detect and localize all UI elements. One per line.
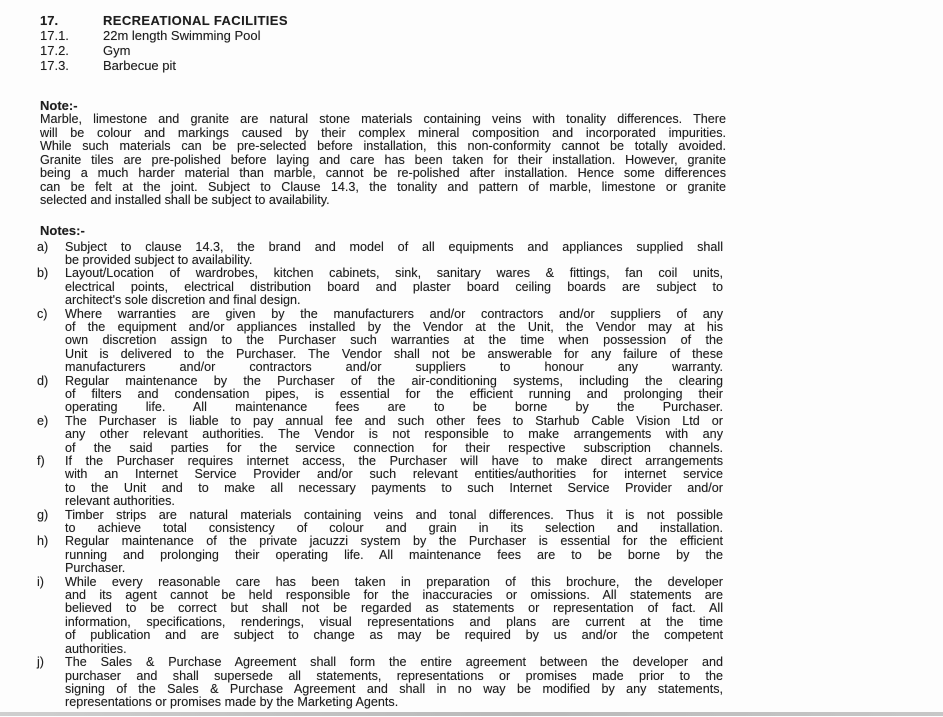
notes-heading: Notes:-	[40, 222, 85, 238]
note-item-marker: c)	[37, 306, 48, 321]
note-item-g	[37, 509, 943, 536]
note-item-text: The Purchaser is liable to pay annual fee and such other fees to Starhub Cable Vision Ltd or any other relevant authorities. The Vendor is not responsible to make arrangements with any of the said parties for the service connection for their respective subscription channels.	[65, 413, 723, 455]
note-item-text: Where warranties are given by the manufacturers and/or contractors and/or suppliers of any of the equipment and/or appliances installed by the Vendor at the Unit, the Vendor may at his own discretion assign to the Purchaser such warranties at the time when possession of the Unit is delivered to the Purchaser. The Vendor shall not be answerable for any failure of these manufacturers and/or contractors and/or suppliers to honour any warranty.	[65, 306, 723, 375]
note-item-text: Regular maintenance by the Purchaser of the air-conditioning systems, including the clearing of filters and condensation pipes, is essential for the efficient running and prolonging their operating life. All maintenance fees are to be borne by the Purchaser.	[65, 373, 723, 415]
note-item-f	[37, 455, 943, 509]
scan-edge-artifact	[0, 712, 943, 716]
note-item-text: The Sales & Purchase Agreement shall form the entire agreement between the developer and purchaser and shall supersede all statements, representations or promises made prior to the signing of the Sales & Purchase Agreement and shall in no way be modified by any statements, representations or promises made by the Marketing Agents.	[65, 655, 723, 710]
note-item-marker: j)	[37, 655, 44, 670]
note-item-text: While every reasonable care has been taken in preparation of this brochure, the developer and its agent cannot be held responsible for the inaccuracies or omissions. All statements are believed to be correct but shall not be regarded as statements or representation of fact. All information, specifications, renderings, visual representations and plans are current at the time of publication and are subject to change as may be required by us and/or the competent authorities.	[65, 574, 723, 656]
note-item-marker: h)	[37, 534, 49, 549]
note-item-marker: e)	[37, 413, 49, 428]
notes-block	[37, 222, 943, 710]
note-item-marker: f)	[37, 454, 45, 468]
note-item-marker: d)	[37, 373, 49, 388]
note-block	[40, 98, 943, 208]
note-item-text: Regular maintenance of the private jacuzzi system by the Purchaser is essential for the efficient running and prolonging their operating life. All maintenance fees are to be borne by the Purchaser.	[65, 534, 723, 576]
notes-list	[37, 241, 943, 710]
facility-row	[40, 58, 943, 73]
note-item-text: Layout/Location of wardrobes, kitchen cabinets, sink, sanitary wares & fittings, fan coil units, electrical points, electrical distribution board and plaster board ceiling boards are subject to architect's sole discretion and final design.	[65, 266, 723, 308]
clause-number: 17.3.	[40, 58, 69, 73]
facility-row	[40, 43, 943, 58]
facility-label: 22m length Swimming Pool	[103, 28, 261, 43]
note-item-h	[37, 535, 943, 575]
note-item-marker: a)	[37, 239, 49, 254]
note-item-c	[37, 308, 943, 375]
note-item-d	[37, 375, 943, 415]
note-item-marker: b)	[37, 266, 49, 281]
section-number: 17.	[40, 13, 59, 28]
clause-number: 17.1.	[40, 28, 69, 43]
facility-label: Barbecue pit	[103, 58, 176, 73]
facility-row	[40, 28, 943, 43]
section-recreational-facilities	[40, 13, 943, 73]
note-item-marker: i)	[37, 574, 44, 589]
section-title: RECREATIONAL FACILITIES	[103, 13, 288, 28]
note-item-text: Subject to clause 14.3, the brand and model of all equipments and appliances supplied shall be provided subject to availability.	[65, 239, 723, 267]
facility-label: Gym	[103, 43, 131, 58]
note-paragraph: Marble, limestone and granite are natural stone materials containing veins with tonality differences. There will be colour and markings caused by their complex mineral composition and incorporated impurities. While such materials can be pre-selected before installation, this non-conformity cannot be totally avoided. Granite tiles are pre-polished before laying and care has been taken for their installation. However, granite being a much harder material than marble, cannot be re-polished after installation. Hence some differences can be felt at the joint. Subject to Clause 14.3, the tonality and pattern of marble, limestone or granite selected and installed shall be subject to availability.	[40, 112, 726, 207]
note-heading: Note:-	[40, 98, 78, 113]
note-item-a	[37, 241, 943, 268]
note-item-text: If the Purchaser requires internet access, the Purchaser will have to make direct arrangements with an Internet Service Provider and/or such relevant entities/authorities for internet service to the Unit and to make all necessary payments to such Internet Service Provider and/or relevant authorities.	[65, 454, 723, 509]
note-item-marker: g)	[37, 507, 49, 522]
clause-number: 17.2.	[40, 43, 69, 58]
note-item-b	[37, 267, 943, 307]
note-item-i	[37, 576, 943, 656]
section-heading-row	[40, 13, 943, 28]
note-item-e	[37, 415, 943, 455]
note-item-text: Timber strips are natural materials containing veins and tonal differences. Thus it is not possible to achieve total consistency of colour and grain in its selection and installation.	[65, 507, 723, 536]
note-item-j	[37, 656, 943, 710]
